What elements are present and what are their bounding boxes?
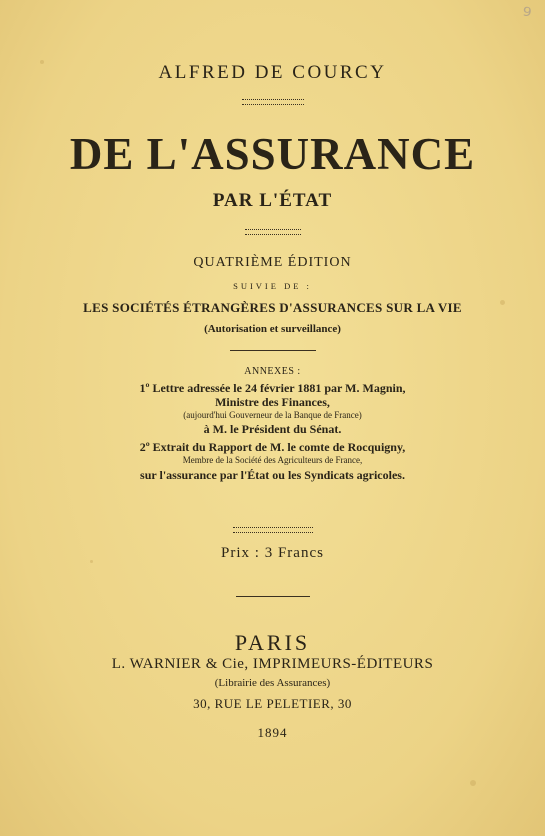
pencil-mark: ⁹ bbox=[520, 3, 533, 30]
annexes-heading: ANNEXES : bbox=[244, 366, 301, 377]
book-title: DE L'ASSURANCE bbox=[69, 129, 476, 179]
followed-by-label: SUIVIE DE : bbox=[233, 281, 312, 291]
annex-line: 1º Lettre adressée le 24 février 1881 par M. Magnin, bbox=[139, 381, 406, 395]
edition-label: QUATRIÈME ÉDITION bbox=[193, 255, 352, 270]
annex-line: (aujourd'hui Gouverneur de la Banque de France) bbox=[183, 410, 362, 420]
publication-city: PARIS bbox=[234, 630, 311, 655]
publication-year: 1894 bbox=[257, 725, 288, 740]
author-name: ALFRED DE COURCY bbox=[158, 62, 387, 83]
companion-subtitle: (Autorisation et surveillance) bbox=[204, 323, 341, 335]
annex-line: Membre de la Société des Agriculteurs de France, bbox=[182, 455, 363, 465]
annex-line: Ministre des Finances, bbox=[215, 395, 330, 409]
annex-line: sur l'assurance par l'État ou les Syndicats agricoles. bbox=[140, 468, 405, 482]
publisher-name: L. WARNIER & Cie, IMPRIMEURS-ÉDITEURS bbox=[111, 656, 434, 672]
companion-title: LES SOCIÉTÉS ÉTRANGÈRES D'ASSURANCES SUR LA VIE bbox=[83, 300, 462, 315]
ornament-rule bbox=[245, 229, 301, 235]
divider-rule bbox=[236, 596, 310, 597]
price-label: Prix : 3 Francs bbox=[221, 545, 324, 561]
bookshop-name: (Librairie des Assurances) bbox=[214, 677, 331, 689]
publisher-address: 30, RUE LE PELETIER, 30 bbox=[193, 696, 352, 711]
ornament-rule bbox=[233, 527, 313, 533]
divider-rule bbox=[230, 350, 316, 351]
book-subtitle: PAR L'ÉTAT bbox=[212, 190, 333, 211]
annex-line: à M. le Président du Sénat. bbox=[203, 422, 342, 436]
annex-line: 2º Extrait du Rapport de M. le comte de Rocquigny, bbox=[139, 440, 406, 454]
foxing-spot bbox=[470, 780, 476, 786]
ornament-rule bbox=[242, 99, 304, 105]
